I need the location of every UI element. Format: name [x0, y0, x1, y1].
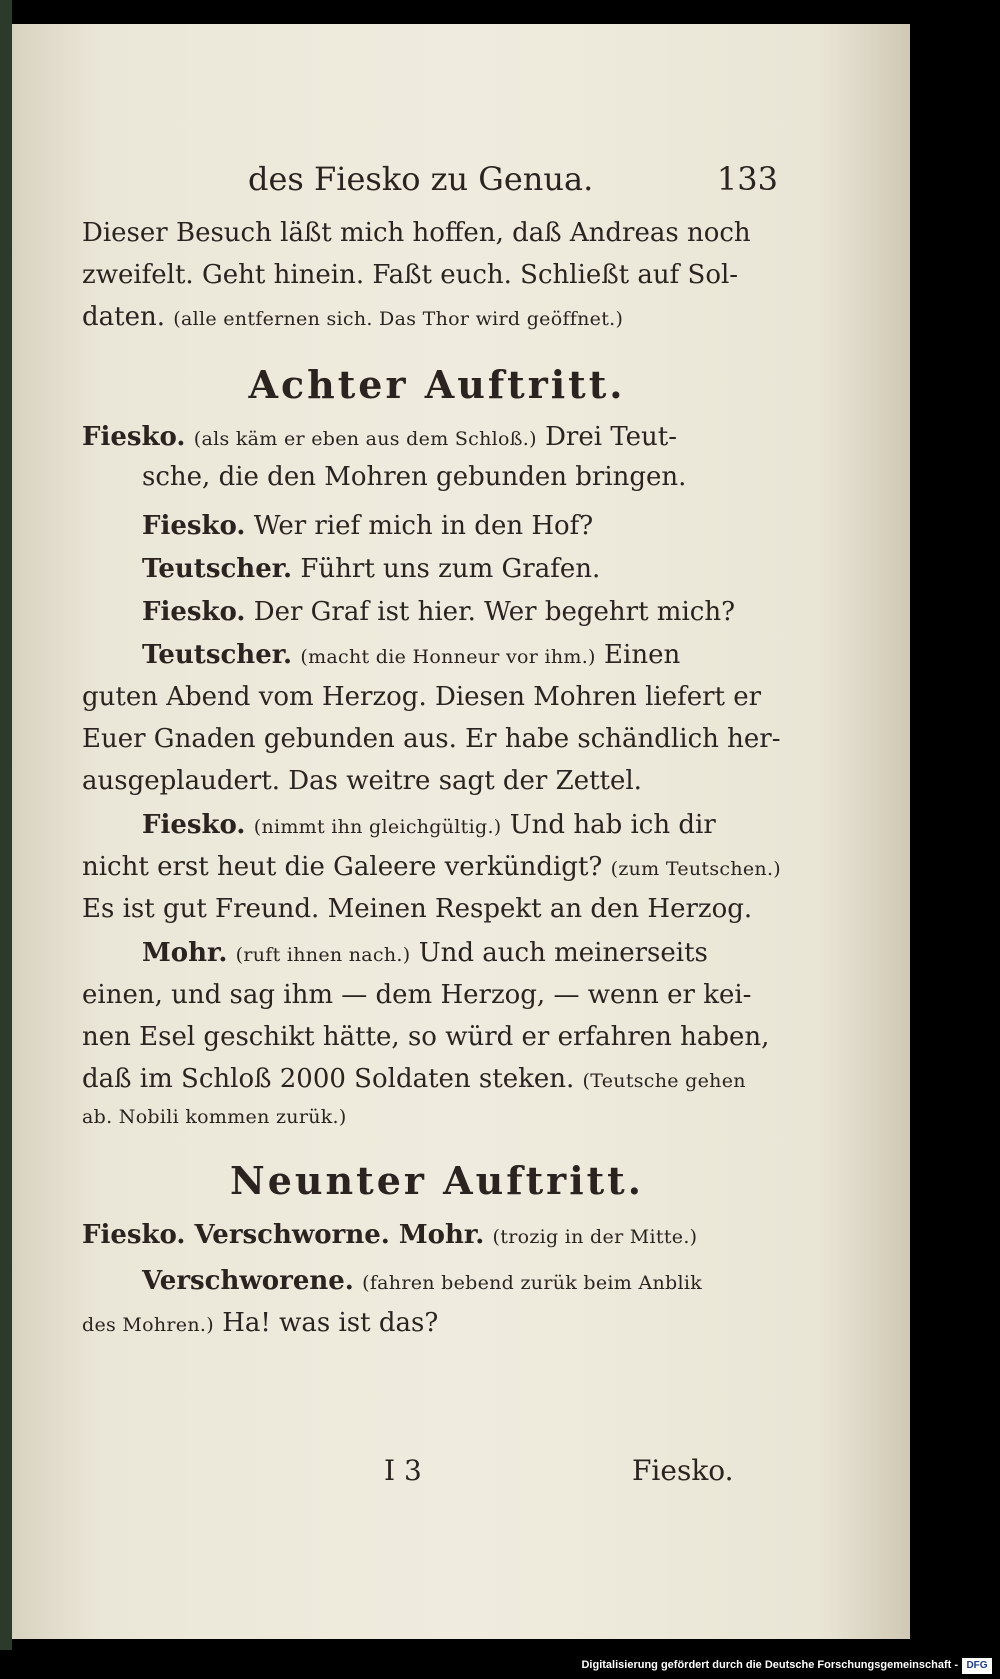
stage-direction: (trozig in der Mitte.) — [492, 1226, 698, 1248]
dialogue-line: Euer Gnaden gebunden aus. Er habe schändlich her- — [82, 724, 781, 754]
catchword: Fiesko. — [632, 1454, 734, 1487]
dialogue-line — [142, 812, 716, 838]
stage-direction: (macht die Honneur vor ihm.) — [300, 646, 596, 668]
credit-bar — [0, 1656, 1000, 1679]
signature-mark: I 3 — [384, 1454, 422, 1487]
speaker-name: Fiesko. — [142, 597, 246, 627]
speaker-name: Mohr. — [142, 938, 228, 968]
dialogue-line: sche, die den Mohren gebunden bringen. — [142, 462, 687, 492]
speaker-name: Verschworene. — [142, 1266, 354, 1296]
book-cover-edge — [0, 0, 12, 1650]
dialogue-text: nicht erst heut die Galeere verkündigt? — [82, 852, 603, 882]
dialogue-line — [142, 642, 680, 668]
speaker-name: Fiesko. Verschworne. Mohr. — [82, 1220, 485, 1250]
page-number: 133 — [716, 160, 778, 198]
dialogue-text: Und hab ich dir — [509, 810, 716, 840]
speaker-name: Teutscher. — [142, 554, 293, 584]
dialogue-line — [142, 513, 593, 539]
stage-direction: (Teutsche gehen — [582, 1070, 746, 1092]
dialogue-text: Drei Teut- — [545, 422, 678, 452]
stage-direction: (nimmt ihn gleichgültig.) — [253, 816, 502, 838]
dialogue-line: Es ist gut Freund. Meinen Respekt an den Herzog. — [82, 894, 753, 924]
dialogue-text: Führt uns zum Grafen. — [300, 554, 601, 584]
dialogue-line — [82, 424, 677, 450]
dialogue-text: Einen — [604, 640, 681, 670]
dialogue-text: Der Graf ist hier. Wer begehrt mich? — [253, 597, 736, 627]
dialogue-line: ausgeplaudert. Das weitre sagt der Zettel. — [82, 766, 642, 796]
dialogue-text: Wer rief mich in den Hof? — [253, 511, 594, 541]
dialogue-line: einen, und sag ihm — dem Herzog, — wenn er kei- — [82, 980, 752, 1010]
dialogue-text: daß im Schloß 2000 Soldaten steken. — [82, 1064, 575, 1094]
stage-direction: (fahren bebend zurük beim Anblik — [362, 1272, 703, 1294]
dialogue-line — [82, 854, 781, 880]
speaker-name: Teutscher. — [142, 640, 293, 670]
dialogue-line — [142, 1268, 702, 1294]
scene-heading: Neunter Auftritt. — [230, 1158, 644, 1203]
dialogue-line — [82, 1310, 438, 1336]
speaker-name: Fiesko. — [142, 511, 246, 541]
speaker-name: Fiesko. — [142, 810, 246, 840]
stage-direction: (alle entfernen sich. Das Thor wird geöffnet.) — [173, 308, 624, 330]
dfg-logo-icon: DFG — [962, 1658, 992, 1674]
dialogue-line — [142, 599, 735, 625]
stage-direction: (als käm er eben aus dem Schloß.) — [193, 428, 537, 450]
text-line: Dieser Besuch läßt mich hoffen, daß Andreas noch — [82, 218, 751, 248]
scene-heading: Achter Auftritt. — [248, 362, 626, 407]
stage-direction: (ruft ihnen nach.) — [235, 944, 411, 966]
dialogue-text: Ha! was ist das? — [222, 1308, 439, 1338]
dialogue-line — [142, 940, 708, 966]
text-segment: daten. — [82, 302, 165, 332]
stage-direction: des Mohren.) — [82, 1314, 214, 1336]
credit-text: Digitalisierung gefördert durch die Deutsche Forschungsgemeinschaft - — [581, 1659, 958, 1671]
text-line — [82, 304, 623, 330]
running-title: des Fiesko zu Genua. — [248, 160, 594, 198]
dialogue-line — [82, 1222, 697, 1248]
speaker-name: Fiesko. — [82, 422, 186, 452]
dialogue-line — [142, 556, 600, 582]
dialogue-text: Und auch meinerseits — [418, 938, 708, 968]
text-line: zweifelt. Geht hinein. Faßt euch. Schließt auf Sol- — [82, 260, 739, 290]
dialogue-line: guten Abend vom Herzog. Diesen Mohren liefert er — [82, 682, 762, 712]
book-page — [12, 24, 910, 1639]
dialogue-line: nen Esel geschikt hätte, so würd er erfahren haben, — [82, 1022, 770, 1052]
dialogue-line — [82, 1066, 746, 1092]
stage-direction: (zum Teutschen.) — [610, 858, 782, 880]
stage-direction: ab. Nobili kommen zurük.) — [82, 1106, 347, 1128]
page-text — [82, 24, 792, 1524]
